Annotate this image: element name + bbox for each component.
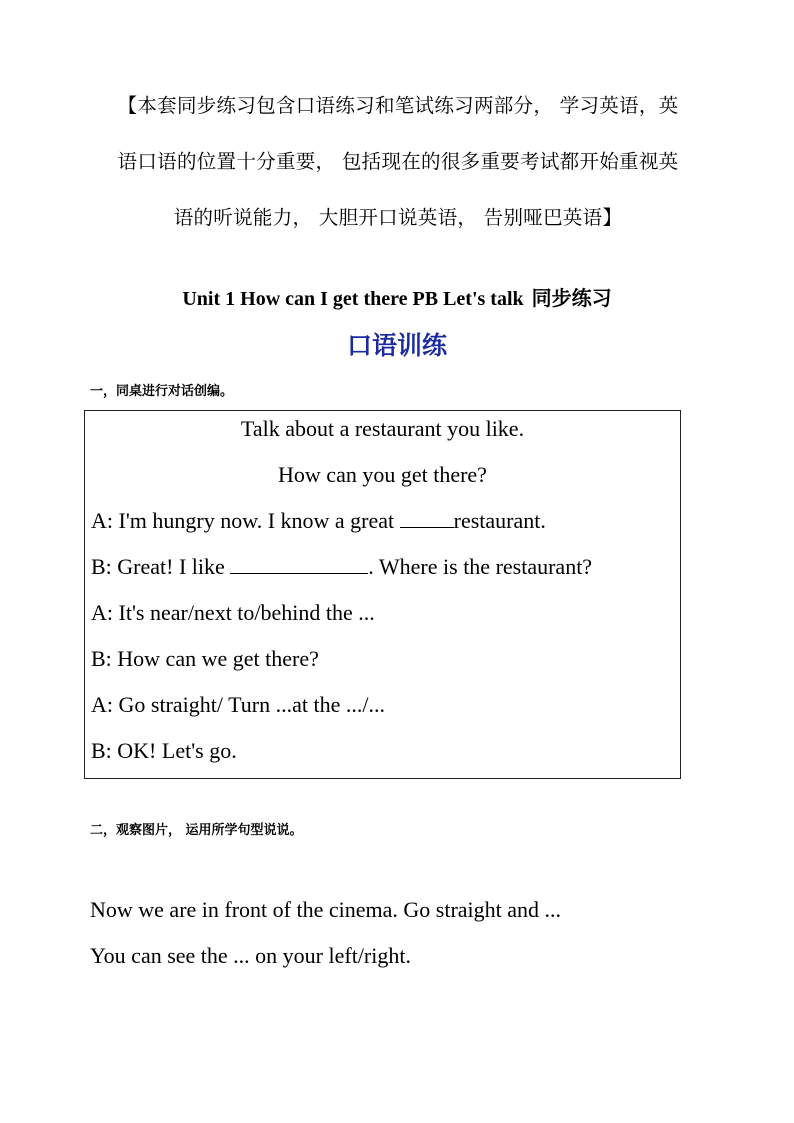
dialogue-line-6: B: OK! Let's go. [91, 738, 237, 763]
page-title [0, 282, 794, 311]
intro-paragraph [88, 78, 708, 246]
dialogue-line-1-start: A: I'm hungry now. I know a great [91, 508, 400, 533]
practice-line-1: Now we are in front of the cinema. Go straight and ... [90, 897, 562, 922]
dialogue-line-4: B: How can we get there? [91, 646, 319, 671]
dialogue-line-3: A: It's near/next to/behind the ... [91, 600, 375, 625]
dialogue-line-2 [91, 554, 592, 580]
dialogue-line-2-start: B: Great! I like [91, 554, 231, 579]
section-2-instruction: 二，观察图片， 运用所学句型说说。 [90, 823, 303, 838]
section-1-instruction: 一，同桌进行对话创编。 [90, 384, 234, 399]
dialogue-box [84, 410, 681, 779]
page-title-english: Unit 1 How can I get there PB Let's talk [182, 288, 524, 310]
section-subtitle: 口语训练 [346, 331, 447, 360]
blank-restaurant-type [400, 509, 454, 528]
dialogue-line-2-end: . Where is the restaurant? [368, 554, 593, 579]
dialogue-heading-1: Talk about a restaurant you like. [240, 416, 525, 441]
dialogue-line-1 [91, 508, 546, 534]
intro-line-1: 【本套同步练习包含口语练习和笔试练习两部分， 学习英语，英 [117, 94, 679, 117]
intro-line-3: 语的听说能力， 大胆开口说英语， 告别哑巴英语】 [173, 206, 623, 229]
blank-food [230, 555, 368, 574]
practice-line-2: You can see the ... on your left/right. [90, 943, 411, 968]
dialogue-line-5: A: Go straight/ Turn ...at the .../... [91, 692, 385, 717]
intro-line-2: 语口语的位置十分重要， 包括现在的很多重要考试都开始重视英 [117, 150, 679, 173]
dialogue-heading-2: How can you get there? [278, 462, 487, 487]
page-title-chinese: 同步练习 [531, 286, 612, 310]
dialogue-line-1-end: restaurant. [453, 508, 546, 533]
